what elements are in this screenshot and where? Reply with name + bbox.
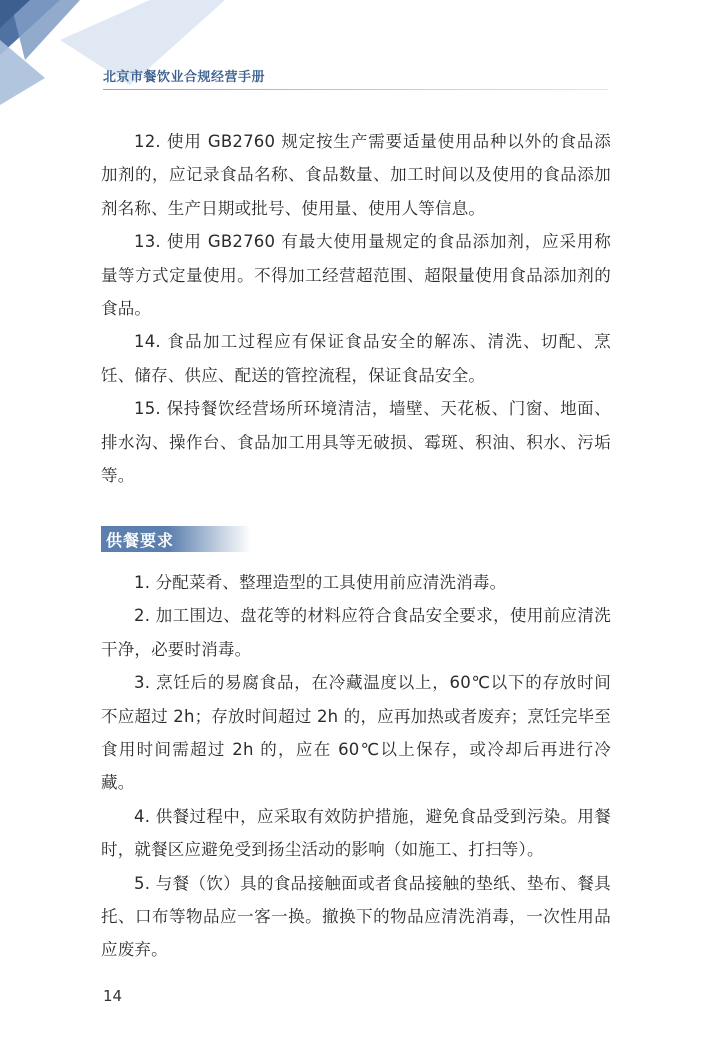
paragraph-item-5: 5. 与餐（饮）具的食品接触面或者食品接触的垫纸、垫布、餐具托、口布等物品应一客一换。撤换下的物品应清洗消毒，一次性用品应废弃。: [101, 873, 611, 960]
paragraph-item-2: 2. 加工围边、盘花等的材料应符合食品安全要求，使用前应清洗干净，必要时消毒。: [101, 606, 611, 659]
paragraph-item-15: 15. 保持餐饮经营场所环境清洁，墙壁、天花板、门窗、地面、排水沟、操作台、食品加工用具等无破损、霉斑、积油、积水、污垢等。: [101, 399, 611, 486]
corner-decoration: [0, 0, 240, 110]
paragraph-item-1: 1. 分配菜肴、整理造型的工具使用前应清洗消毒。: [134, 573, 507, 592]
section1-body: [101, 125, 611, 492]
paragraph-item-14: 14. 食品加工过程应有保证食品安全的解冻、清洗、切配、烹饪、储存、供应、配送的管控流程，保证食品安全。: [101, 332, 611, 385]
paragraph-item-4: 4. 供餐过程中，应采取有效防护措施，避免食品受到污染。用餐时，就餐区应避免受到扬尘活动的影响（如施工、打扫等）。: [101, 806, 611, 860]
running-header-title: 北京市餐饮业合规经营手册: [103, 70, 266, 85]
paragraph-item-13: 13. 使用 GB2760 有最大使用量规定的食品添加剂，应采用称量等方式定量使用。不得加工经营超范围、超限量使用食品添加剂的食品。: [101, 232, 611, 319]
page-number: 14: [103, 987, 123, 1005]
header-divider: [103, 89, 608, 90]
section2-body: [101, 566, 611, 967]
paragraph-item-3: 3. 烹饪后的易腐食品，在冷藏温度以上，60℃以下的存放时间不应超过 2h；存放时间超过 2h 的，应再加热或者废弃；烹饪完毕至食用时间需超过 2h 的，应在 60℃以上保存，或冷却后再进行冷藏。: [101, 673, 611, 793]
section-heading-bar: [101, 526, 251, 552]
section-heading-text: 供餐要求: [106, 531, 175, 550]
paragraph-item-12: 12. 使用 GB2760 规定按生产需要适量使用品种以外的食品添加剂的，应记录食品名称、食品数量、加工时间以及使用的食品添加剂名称、生产日期或批号、使用量、使用人等信息。: [101, 132, 611, 218]
